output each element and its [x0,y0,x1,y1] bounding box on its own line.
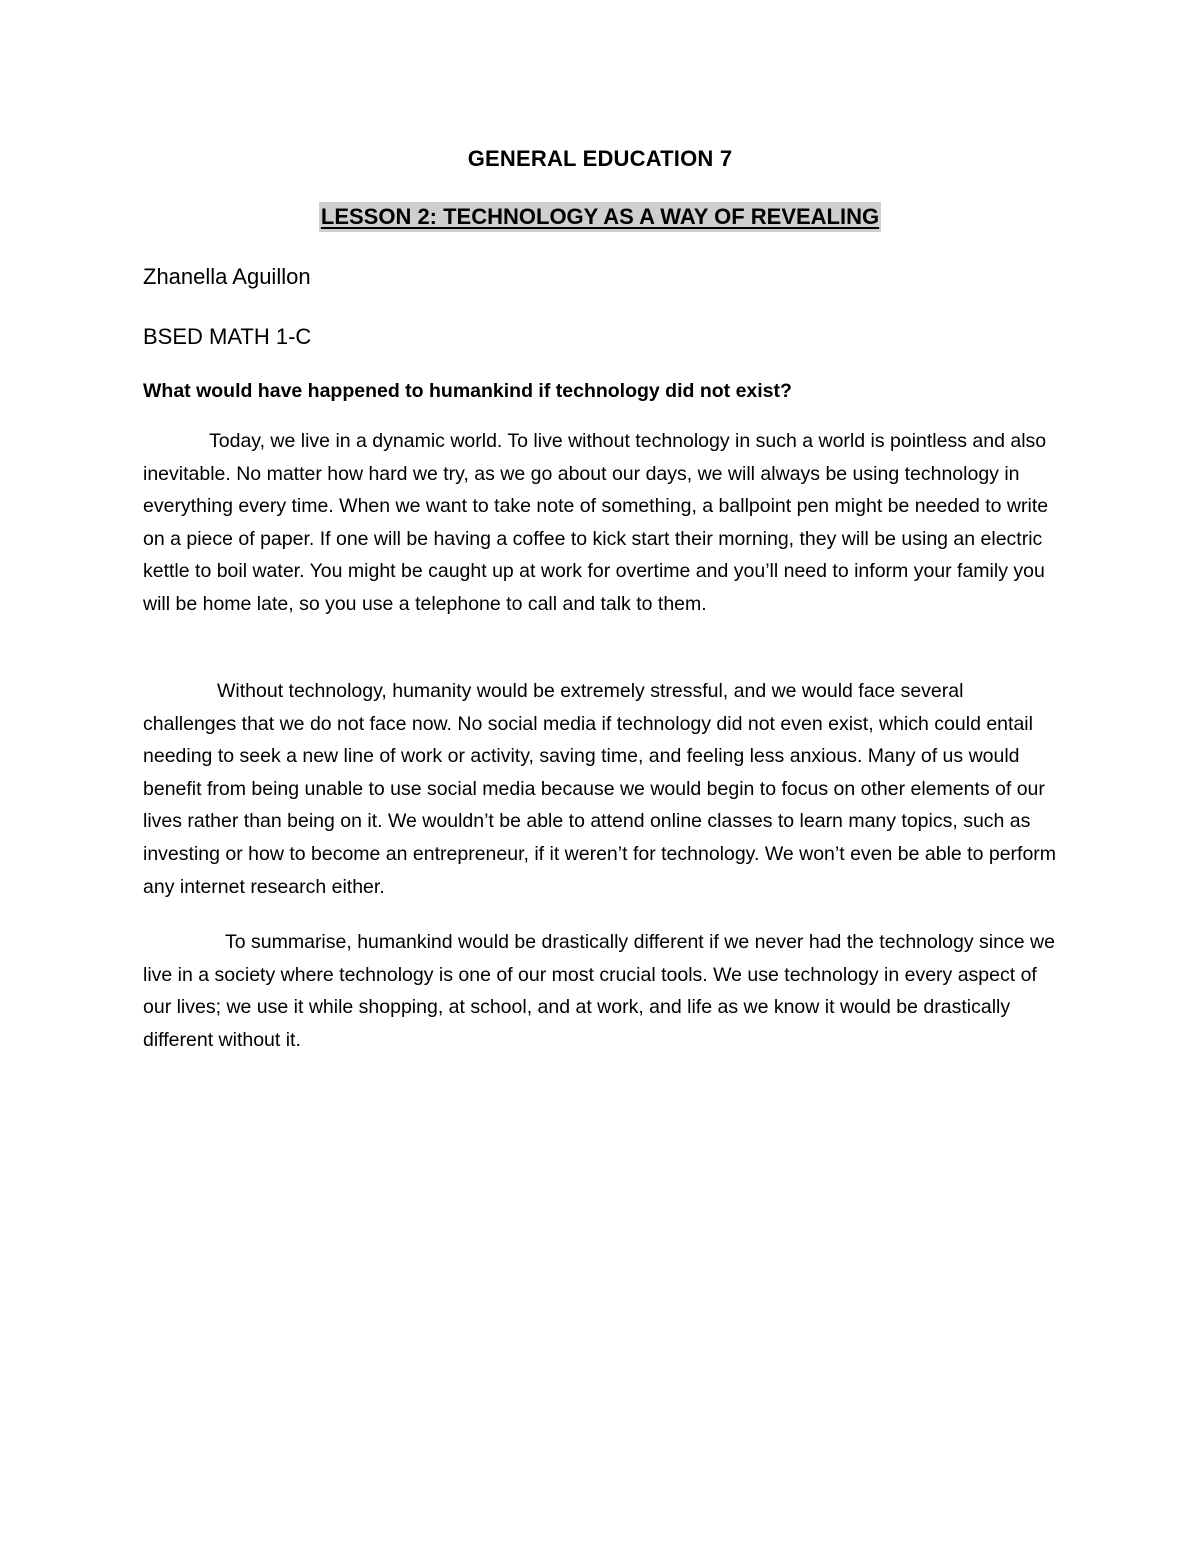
document-title: GENERAL EDUCATION 7 [467,146,733,171]
author-name: Zhanella Aguillon [143,264,311,289]
body-paragraph: Without technology, humanity would be extremely stressful, and we would face several challenges that we do not face now. No social media if technology did not even exist, which could entail needing to seek a new line of work or activity, saving time, and feeling less anxious. Many of us would benefit from being unable to use social media because we would begin to focus on other elements of our lives rather than being on it. We wouldn’t be able to attend online classes to learn many topics, such as investing or how to become an entrepreneur, if it weren’t for technology. We won’t even be able to perform any internet research either. [143,680,1057,898]
lesson-heading-container [0,202,1200,232]
course-section: BSED MATH 1-C [143,324,312,349]
body-paragraph: Today, we live in a dynamic world. To live without technology in such a world is pointless and also inevitable. No matter how hard we try, as we go about our days, we will always be using technology in everything every time. When we want to take note of something, a ballpoint pen might be needed to write on a piece of paper. If one will be having a coffee to kick start their morning, they will be using an electric kettle to boil water. You might be caught up at work for overtime and you’ll need to inform your family you will be home late, so you use a telephone to call and talk to them. [143,430,1049,615]
body-paragraph: To summarise, humankind would be drastically different if we never had the technology since we live in a society where technology is one of our most crucial tools. We use technology in every aspect of our lives; we use it while shopping, at school, and at work, and life as we know it would be drastically different without it. [143,931,1055,1051]
lesson-heading: LESSON 2: TECHNOLOGY AS A WAY OF REVEALING [319,202,881,232]
essay-question: What would have happened to humankind if technology did not exist? [143,380,792,402]
